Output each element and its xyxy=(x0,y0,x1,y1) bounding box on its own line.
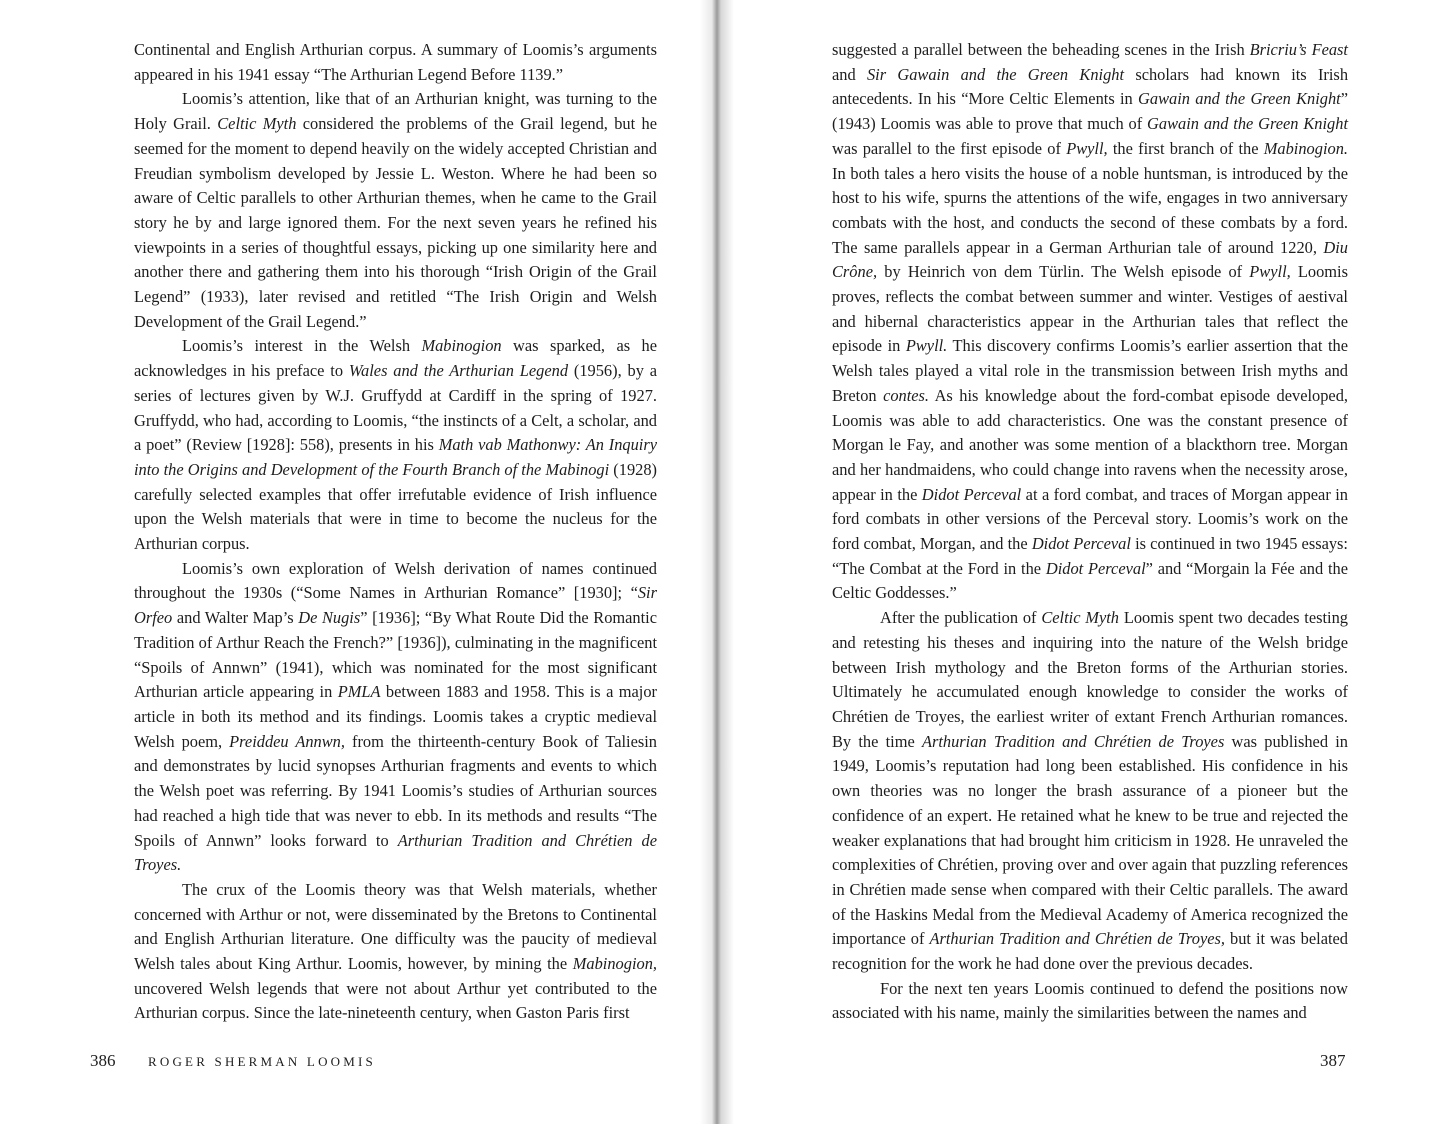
paragraph xyxy=(832,977,1348,1026)
italic-title: Gawain and the Green Knight xyxy=(1138,89,1341,109)
text-run: For the next ten years Loomis continued to defend the positions now associated with his name, mainly the similarities between the names and xyxy=(832,978,1348,1023)
paragraph xyxy=(134,38,657,87)
italic-title: Mabinogion xyxy=(421,336,502,356)
paragraph xyxy=(134,557,657,878)
text-run: (1956), by a series of lectures given by W.J. Gruffydd at Cardiff in the spring of 1927. Gruffydd, who had, according to Loomis, “the instincts of a Celt, a scholar, and a poet” (Review [1928]: 558), presents in his xyxy=(134,361,658,455)
left-page xyxy=(0,0,700,1124)
text-run: In both tales a hero visits the house of a noble huntsman, is introduced by the host to his wife, spurns the attentions of the wife, engages in two anniversary combats with the host, and conducts the second of these combats by a ford. The same parallels appear in a German Arthurian tale of around 1220, xyxy=(832,163,1348,257)
text-run: suggested a parallel between the beheading scenes in the Irish xyxy=(832,40,1250,59)
text-run: ” [1936]; “By What Route Did the Romantic Tradition of Arthur Reach the French?” [1936]), culminating in the magnificent “Spoils of Annwn” (1941), which was nominated for the most significant Arthurian article appearing in xyxy=(134,608,657,702)
text-run: between 1883 and 1958. This is a major article in both its method and its findings. Loomis takes a cryptic medieval Welsh poem, xyxy=(134,682,657,751)
text-run: ” (1943) Loomis was able to prove that much of xyxy=(832,89,1348,134)
italic-title: Didot Perceval xyxy=(921,484,1022,504)
italic-title: Pwyll, xyxy=(1249,262,1291,282)
text-run: was published in 1949, Loomis’s reputation had long been established. His confidence in his own theories was no longer the brash assurance of a pioneer but the confidence of an expert. He retained what he knew to be true and rejected the weaker explanations that had brought him criticism in 1928. He unraveled the complexities of Chrétien, proving over and over again that puzzling references in Chrétien made sense when compared with their Celtic parallels. The award of the Haskins Medal from the Medieval Academy of America recognized the importance of xyxy=(832,731,1348,949)
text-run: and Walter Map’s xyxy=(172,608,299,628)
italic-title: Celtic Myth xyxy=(1041,608,1119,628)
text-run: ” and “Morgain la Fée and the Celtic Goddesses.” xyxy=(832,558,1348,603)
right-page xyxy=(734,0,1445,1124)
italic-title: Gawain and the Green Knight xyxy=(1147,114,1348,134)
text-run: Loomis’s interest in the Welsh xyxy=(182,336,422,356)
paragraph xyxy=(832,38,1348,606)
text-run: scholars had known its Irish antecedents. In his “More Celtic Elements in xyxy=(832,64,1349,109)
italic-title: Wales and the Arthurian Legend xyxy=(348,361,569,381)
paragraph xyxy=(134,87,657,334)
right-page-text xyxy=(832,38,1348,1026)
italic-title: Sir Gawain and the Green Knight xyxy=(866,64,1125,84)
italic-title: contes. xyxy=(883,385,930,405)
text-run: Loomis’s own exploration of Welsh derivation of names continued throughout the 1930s (“Some Names in Arthurian Romance” [1930]; “ xyxy=(134,558,657,603)
book-gutter xyxy=(700,0,734,1124)
text-run: After the publication of xyxy=(880,608,1042,628)
text-run: Continental and English Arthurian corpus. A summary of Loomis’s arguments appeared in his 1941 essay “The Arthurian Legend Before 1139.” xyxy=(134,40,657,84)
italic-title: Sir Orfeo xyxy=(134,583,657,628)
text-run: from the thirteenth-century Book of Taliesin and demonstrates by lucid synopses Arthurian fragments and events to which the Welsh poet was referring. By 1941 Loomis’s studies of Arthurian sources had reached a high tide that was never to ebb. In its methods and results “The Spoils of Annwn” looks forward to xyxy=(134,731,657,850)
text-run: Loomis spent two decades testing and retesting his theses and inquiring into the nature of the Welsh bridge between Irish mythology and the Breton forms of the Arthurian stories. Ultimately he accumulated enough knowledge to consider the works of Chrétien de Troyes, the earliest writer of extant French Arthurian romances. By the time xyxy=(832,608,1348,751)
text-run: uncovered Welsh legends that were not about Arthur yet contributed to the Arthurian corpus. Since the late-nineteenth century, when Gaston Paris first xyxy=(134,978,657,1023)
italic-title: Mabinogion, xyxy=(572,954,657,974)
text-run: This discovery confirms Loomis’s earlier assertion that the Welsh tales played a vital role in the transmission between Irish myths and Breton xyxy=(832,336,1349,405)
paragraph xyxy=(832,606,1348,977)
italic-title: Mabinogion. xyxy=(1263,138,1348,158)
italic-title: Pwyll. xyxy=(905,336,948,356)
text-run: was parallel to the first episode of xyxy=(832,138,1067,158)
text-run: Loomis’s attention, like that of an Arthurian knight, was turning to the Holy Grail. xyxy=(134,89,657,134)
text-run: by Heinrich von dem Türlin. The Welsh episode of xyxy=(877,262,1250,282)
text-run: considered the problems of the Grail legend, but he seemed for the moment to depend heavily on the widely accepted Christian and Freudian symbolism developed by Jessie L. Weston. Where he had been so aware of Celtic parallels to other Arthurian themes, when he came to the Grail story he by and large ignored them. For the next seven years he refined his viewpoints in a series of thoughtful essays, picking up one similarity here and another there and gathering them into his thorough “Irish Origin of the Grail Legend” (1933), later revised and retitled “The Irish Origin and Welsh Development of the Grail Legend.” xyxy=(134,114,657,331)
text-run: is continued in two 1945 essays: “The Combat at the Ford in the xyxy=(832,534,1348,578)
paragraph xyxy=(134,878,657,1026)
italic-title: Bricriu’s Feast xyxy=(1249,40,1348,59)
text-run: at a ford combat, and traces of Morgan appear in ford combats in other versions of the Perceval story. Loomis’s work on the ford combat, Morgan, and the xyxy=(832,484,1348,554)
text-run: The crux of the Loomis theory was that Welsh materials, whether concerned with Arthur or not, were disseminated by the Bretons to Continental and English Arthurian literature. One difficulty was the paucity of medieval Welsh tales about King Arthur. Loomis, however, by mining the xyxy=(134,879,657,974)
italic-title: Preiddeu Annwn, xyxy=(229,731,345,751)
italic-title: Math vab Mathonwy: An Inquiry into the Origins and Development of the Fourth Branch of the Mabinogi xyxy=(134,435,657,479)
italic-title: Arthurian Tradition and Chrétien de Troyes, xyxy=(929,929,1225,949)
text-run: (1928) carefully selected examples that offer irrefutable evidence of Irish influence upon the Welsh materials that were in time to become the nucleus for the Arthurian corpus. xyxy=(134,459,657,554)
italic-title: Arthurian Tradition and Chrétien de Troyes xyxy=(921,731,1225,751)
left-page-number: 386 xyxy=(90,1051,116,1070)
italic-title: Celtic Myth xyxy=(217,114,297,134)
paragraph xyxy=(134,334,657,556)
italic-title: Didot Perceval xyxy=(1045,558,1146,578)
italic-title: Arthurian Tradition and Chrétien de Troyes. xyxy=(134,830,657,875)
text-run: the first branch of the xyxy=(1107,138,1264,158)
italic-title: De Nugis xyxy=(298,608,361,628)
left-page-text xyxy=(134,38,657,1026)
italic-title: Diu Crône, xyxy=(832,237,1348,282)
running-head: ROGER SHERMAN LOOMIS xyxy=(148,1054,376,1069)
text-run: Loomis proves, reflects the combat between summer and winter. Vestiges of aestival and hibernal characteristics appear in the Arthurian tales that reflect the episode in xyxy=(832,262,1348,356)
text-run: As his knowledge about the ford-combat episode developed, Loomis was able to add characteristics. One was the constant presence of Morgan le Fay, and another was some mention of a blackthorn tree. Morgan and her handmaidens, who could change into ravens when the necessity arose, appear in the xyxy=(832,385,1348,504)
text-run: but it was belated recognition for the work he had done over the previous decades. xyxy=(832,929,1349,974)
text-run: was sparked, as he acknowledges in his preface to xyxy=(134,336,657,381)
right-page-number: 387 xyxy=(1320,1051,1346,1070)
italic-title: Pwyll, xyxy=(1066,138,1108,158)
italic-title: PMLA xyxy=(337,682,381,702)
italic-title: Didot Perceval xyxy=(1031,534,1131,554)
text-run: and xyxy=(832,64,867,84)
